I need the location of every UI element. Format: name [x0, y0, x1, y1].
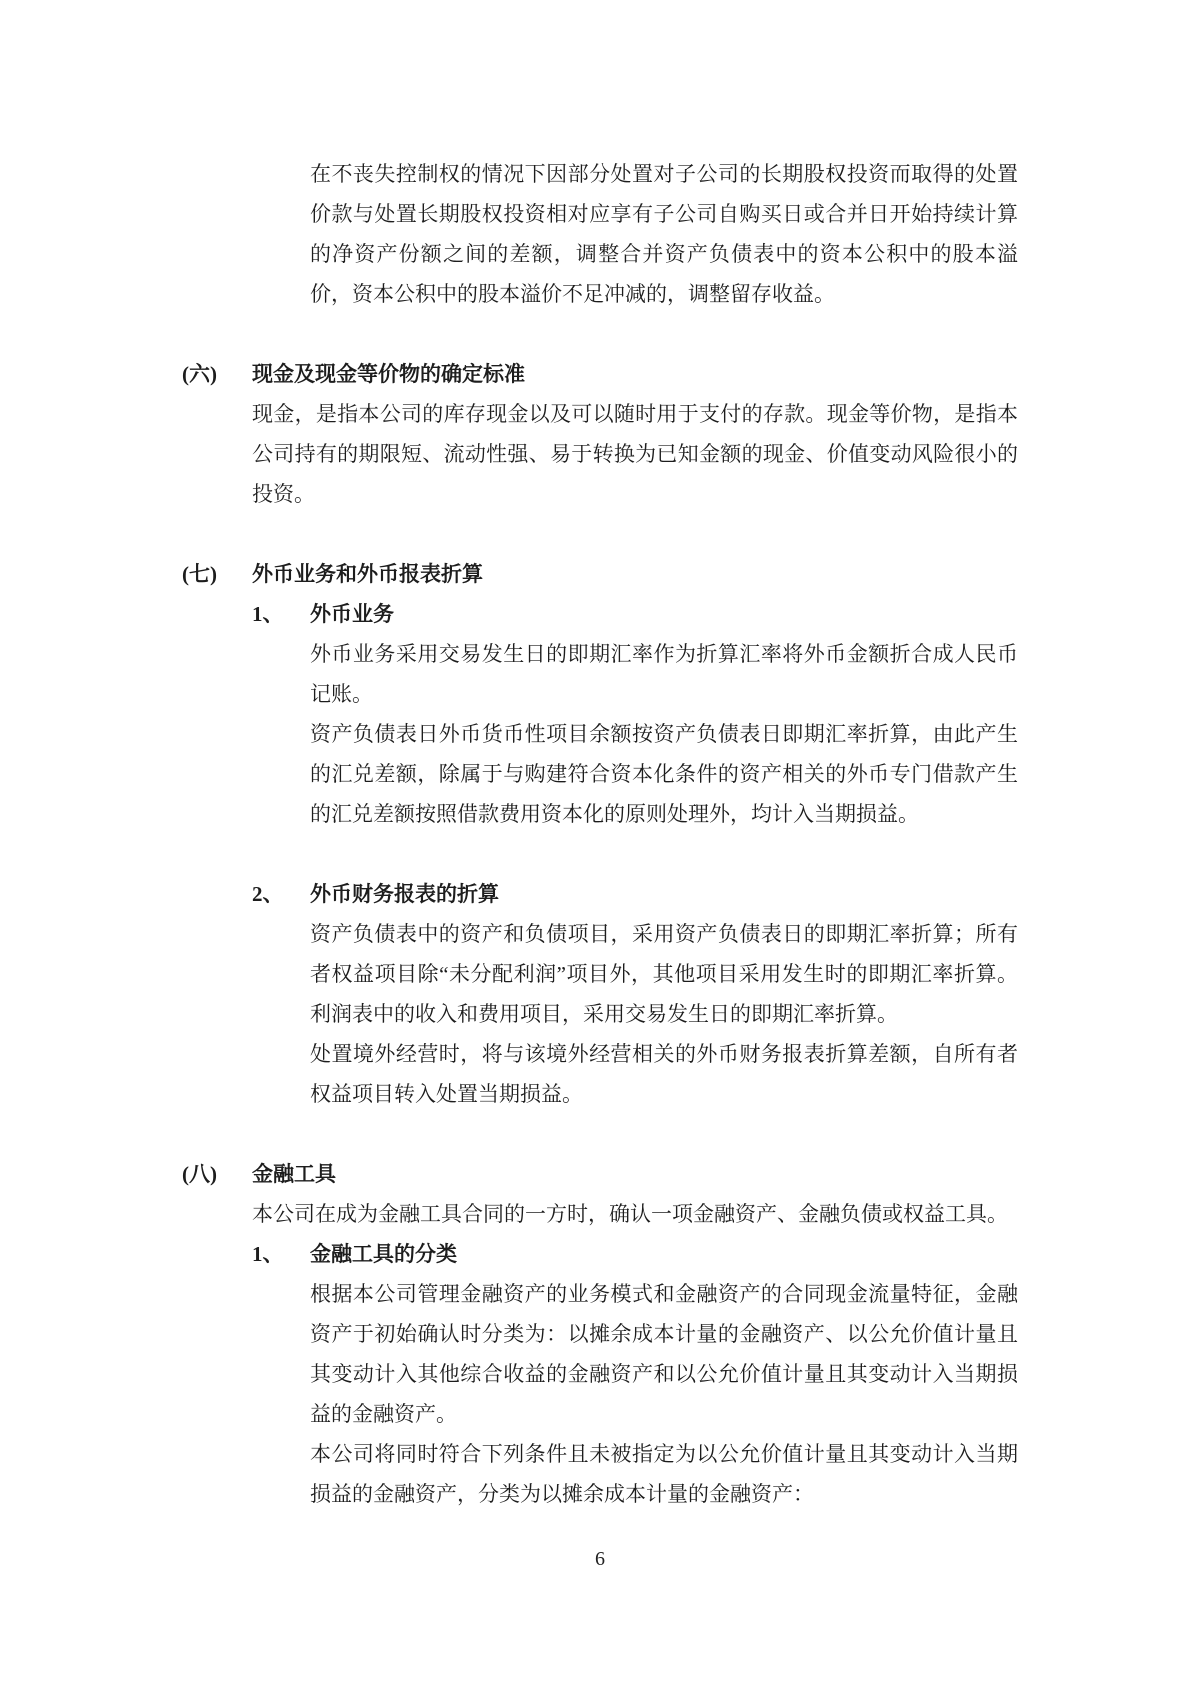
section-heading: [182, 554, 1200, 594]
section-title: 外币业务和外币报表折算: [252, 562, 483, 586]
subsection-heading: [252, 594, 1200, 634]
paragraph: 根据本公司管理金融资产的业务模式和金融资产的合同现金流量特征，金融资产于初始确认时分类为：以摊余成本计量的金融资产、以公允价值计量且其变动计入其他综合收益的金融资产和以公允价值计量且其变动计入当期损益的金融资产。: [310, 1282, 1018, 1426]
paragraph: 本公司在成为金融工具合同的一方时，确认一项金融资产、金融负债或权益工具。: [252, 1202, 1008, 1226]
paragraph: 资产负债表日外币货币性项目余额按资产负债表日即期汇率折算，由此产生的汇兑差额，除属于与购建符合资本化条件的资产相关的外币专门借款产生的汇兑差额按照借款费用资本化的原则处理外，均计入当期损益。: [310, 722, 1018, 826]
page-content: [0, 154, 1200, 1514]
page-number: 6: [595, 1548, 605, 1570]
section-label: (六): [182, 362, 217, 386]
subsection-number: 2、: [252, 882, 284, 906]
subsection-heading: [252, 1234, 1200, 1274]
subsection-title: 外币财务报表的折算: [310, 882, 499, 906]
section-label: (八): [182, 1162, 217, 1186]
section-title: 现金及现金等价物的确定标准: [252, 362, 525, 386]
section-heading: [182, 354, 1200, 394]
section-heading: [182, 1154, 1200, 1194]
paragraph: 处置境外经营时，将与该境外经营相关的外币财务报表折算差额，自所有者权益项目转入处置当期损益。: [310, 1042, 1018, 1106]
paragraph: 资产负债表中的资产和负债项目，采用资产负债表日的即期汇率折算；所有者权益项目除“未分配利润”项目外，其他项目采用发生时的即期汇率折算。利润表中的收入和费用项目，采用交易发生日的即期汇率折算。: [310, 922, 1018, 1026]
section-label: (七): [182, 562, 217, 586]
section-financial-instruments: [0, 1154, 1200, 1514]
paragraph: 外币业务采用交易发生日的即期汇率作为折算汇率将外币金额折合成人民币记账。: [310, 642, 1018, 706]
subsection-title: 外币业务: [310, 602, 394, 626]
subsection-foreign-currency-business: [0, 594, 1200, 834]
subsection-number: 1、: [252, 1242, 284, 1266]
continued-paragraph: 在不丧失控制权的情况下因部分处置对子公司的长期股权投资而取得的处置价款与处置长期股权投资相对应享有子公司自购买日或合并日开始持续计算的净资产份额之间的差额，调整合并资产负债表中的资本公积中的股本溢价，资本公积中的股本溢价不足冲减的，调整留存收益。: [310, 162, 1018, 306]
subsection-heading: [252, 874, 1200, 914]
subsection-fx-statement-translation: [0, 874, 1200, 1114]
section-title: 金融工具: [252, 1162, 336, 1186]
subsection-number: 1、: [252, 602, 284, 626]
paragraph: 本公司将同时符合下列条件且未被指定为以公允价值计量且其变动计入当期损益的金融资产，分类为以摊余成本计量的金融资产：: [310, 1442, 1018, 1506]
paragraph: 现金，是指本公司的库存现金以及可以随时用于支付的存款。现金等价物，是指本公司持有的期限短、流动性强、易于转换为已知金额的现金、价值变动风险很小的投资。: [252, 402, 1018, 506]
section-foreign-currency: [0, 554, 1200, 1114]
subsection-title: 金融工具的分类: [310, 1242, 457, 1266]
subsection-fi-classification: [0, 1234, 1200, 1514]
section-cash-equivalents: [0, 354, 1200, 514]
